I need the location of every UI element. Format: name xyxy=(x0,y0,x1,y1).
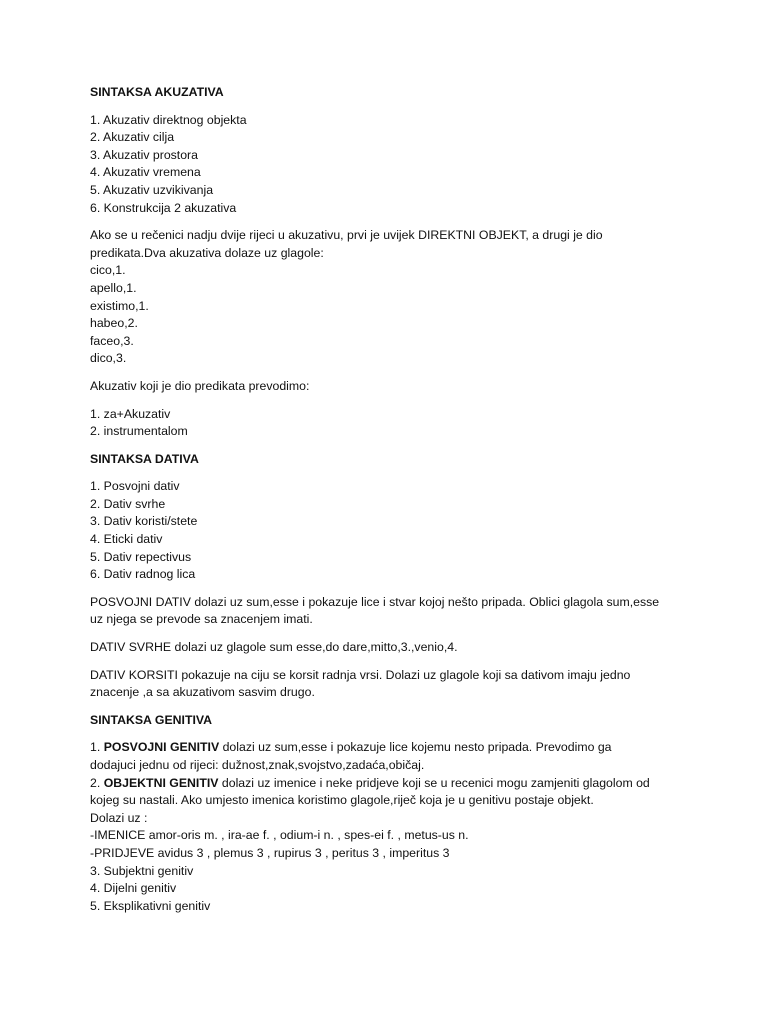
list-item: 3. Akuzativ prostora xyxy=(90,147,198,162)
list-item: 2. Akuzativ cilja xyxy=(90,130,175,145)
dativ-korsiti-paragraph xyxy=(90,667,690,702)
dativ-list xyxy=(90,478,690,584)
list-item: 4. Dijelni genitiv xyxy=(90,881,177,896)
akuzativ-heading: SINTAKSA AKUZATIVA xyxy=(90,85,224,99)
paragraph-line: DATIV SVRHE dolazi uz glagole sum esse,do dare,mitto,3.,venio,4. xyxy=(90,640,458,655)
list-item xyxy=(90,739,690,757)
list-item: 2. instrumentalom xyxy=(90,424,188,439)
list-item: 3. Dativ koristi/stete xyxy=(90,514,198,529)
dativ-heading: SINTAKSA DATIVA xyxy=(90,451,199,466)
verb-item: dico,3. xyxy=(90,351,127,366)
list-item: 4. Eticki dativ xyxy=(90,532,163,547)
list-item: 1. za+Akuzativ xyxy=(90,406,171,421)
item-number: 2. xyxy=(90,775,104,790)
paragraph-line: predikata.Dva akuzativa dolaze uz glagole: xyxy=(90,245,324,260)
paragraph-line: uz njega se prevode sa znacenjem imati. xyxy=(90,612,313,627)
dativ-svrhe-paragraph xyxy=(90,639,690,657)
item-text: dolazi uz imenice i neke pridjeve koji se u recenici mogu zamjeniti glagolom od xyxy=(218,775,650,790)
paragraph-line: POSVOJNI DATIV dolazi uz sum,esse i pokazuje lice i stvar kojoj nešto pripada. Oblici glagola sum,esse xyxy=(90,594,660,609)
list-item: 6. Konstrukcija 2 akuzativa xyxy=(90,200,237,215)
verb-item: cico,1. xyxy=(90,263,126,278)
list-item: 5. Eksplikativni genitiv xyxy=(90,898,211,913)
list-item: 1. Akuzativ direktnog objekta xyxy=(90,112,247,127)
list-item: 5. Akuzativ uzvikivanja xyxy=(90,182,214,197)
verb-item: faceo,3. xyxy=(90,333,134,348)
paragraph-line: Ako se u rečenici nadju dvije rijeci u akuzativu, prvi je uvijek DIREKTNI OBJEKT, a drugi je dio xyxy=(90,228,603,243)
list-item: 4. Akuzativ vremena xyxy=(90,165,201,180)
list-item: 1. Posvojni dativ xyxy=(90,479,180,494)
posvojni-dativ-paragraph xyxy=(90,594,690,629)
item-term: OBJEKTNI GENITIV xyxy=(103,775,219,790)
translate-intro xyxy=(90,378,690,396)
paragraph-line: Akuzativ koji je dio predikata prevodimo: xyxy=(90,378,310,393)
genitiv-heading: SINTAKSA GENITIVA xyxy=(90,712,213,727)
item-number: 1. xyxy=(90,740,104,755)
paragraph-line: DATIV KORSITI pokazuje na ciju se korsit radnja vrsi. Dolazi uz glagole koji sa dativom imaju jedno xyxy=(90,667,631,682)
list-item: 2. Dativ svrhe xyxy=(90,496,166,511)
paragraph-line: -PRIDJEVE avidus 3 , plemus 3 , rupirus 3 , peritus 3 , imperitus 3 xyxy=(90,845,450,860)
list-item xyxy=(90,775,690,793)
akuzativ-list xyxy=(90,112,690,218)
list-item: 6. Dativ radnog lica xyxy=(90,567,196,582)
item-text: dolazi uz sum,esse i pokazuje lice kojemu nesto pripada. Prevodimo ga xyxy=(219,740,612,755)
paragraph-line: kojeg su nastali. Ako umjesto imenica koristimo glagole,riječ koja je u genitivu postaje objekt. xyxy=(90,793,594,808)
paragraph-line: Dolazi uz : xyxy=(90,810,148,825)
translate-list xyxy=(90,406,690,441)
list-item: 5. Dativ repectivus xyxy=(90,549,192,564)
list-item: 3. Subjektni genitiv xyxy=(90,863,194,878)
verb-item: habeo,2. xyxy=(90,316,138,331)
paragraph-line: znacenje ,a sa akuzativom sasvim drugo. xyxy=(90,685,315,700)
genitiv-section xyxy=(90,739,690,915)
verb-item: existimo,1. xyxy=(90,298,149,313)
paragraph-line: dodajuci jednu od rijeci: dužnost,znak,svojstvo,zadaća,običaj. xyxy=(90,758,425,772)
document-page xyxy=(90,84,690,925)
item-term: POSVOJNI GENITIV xyxy=(103,740,220,755)
paragraph-line: -IMENICE amor-oris m. , ira-ae f. , odium-i n. , spes-ei f. , metus-us n. xyxy=(90,828,469,843)
akuzativ-paragraph xyxy=(90,227,690,368)
verb-item: apello,1. xyxy=(90,280,137,295)
